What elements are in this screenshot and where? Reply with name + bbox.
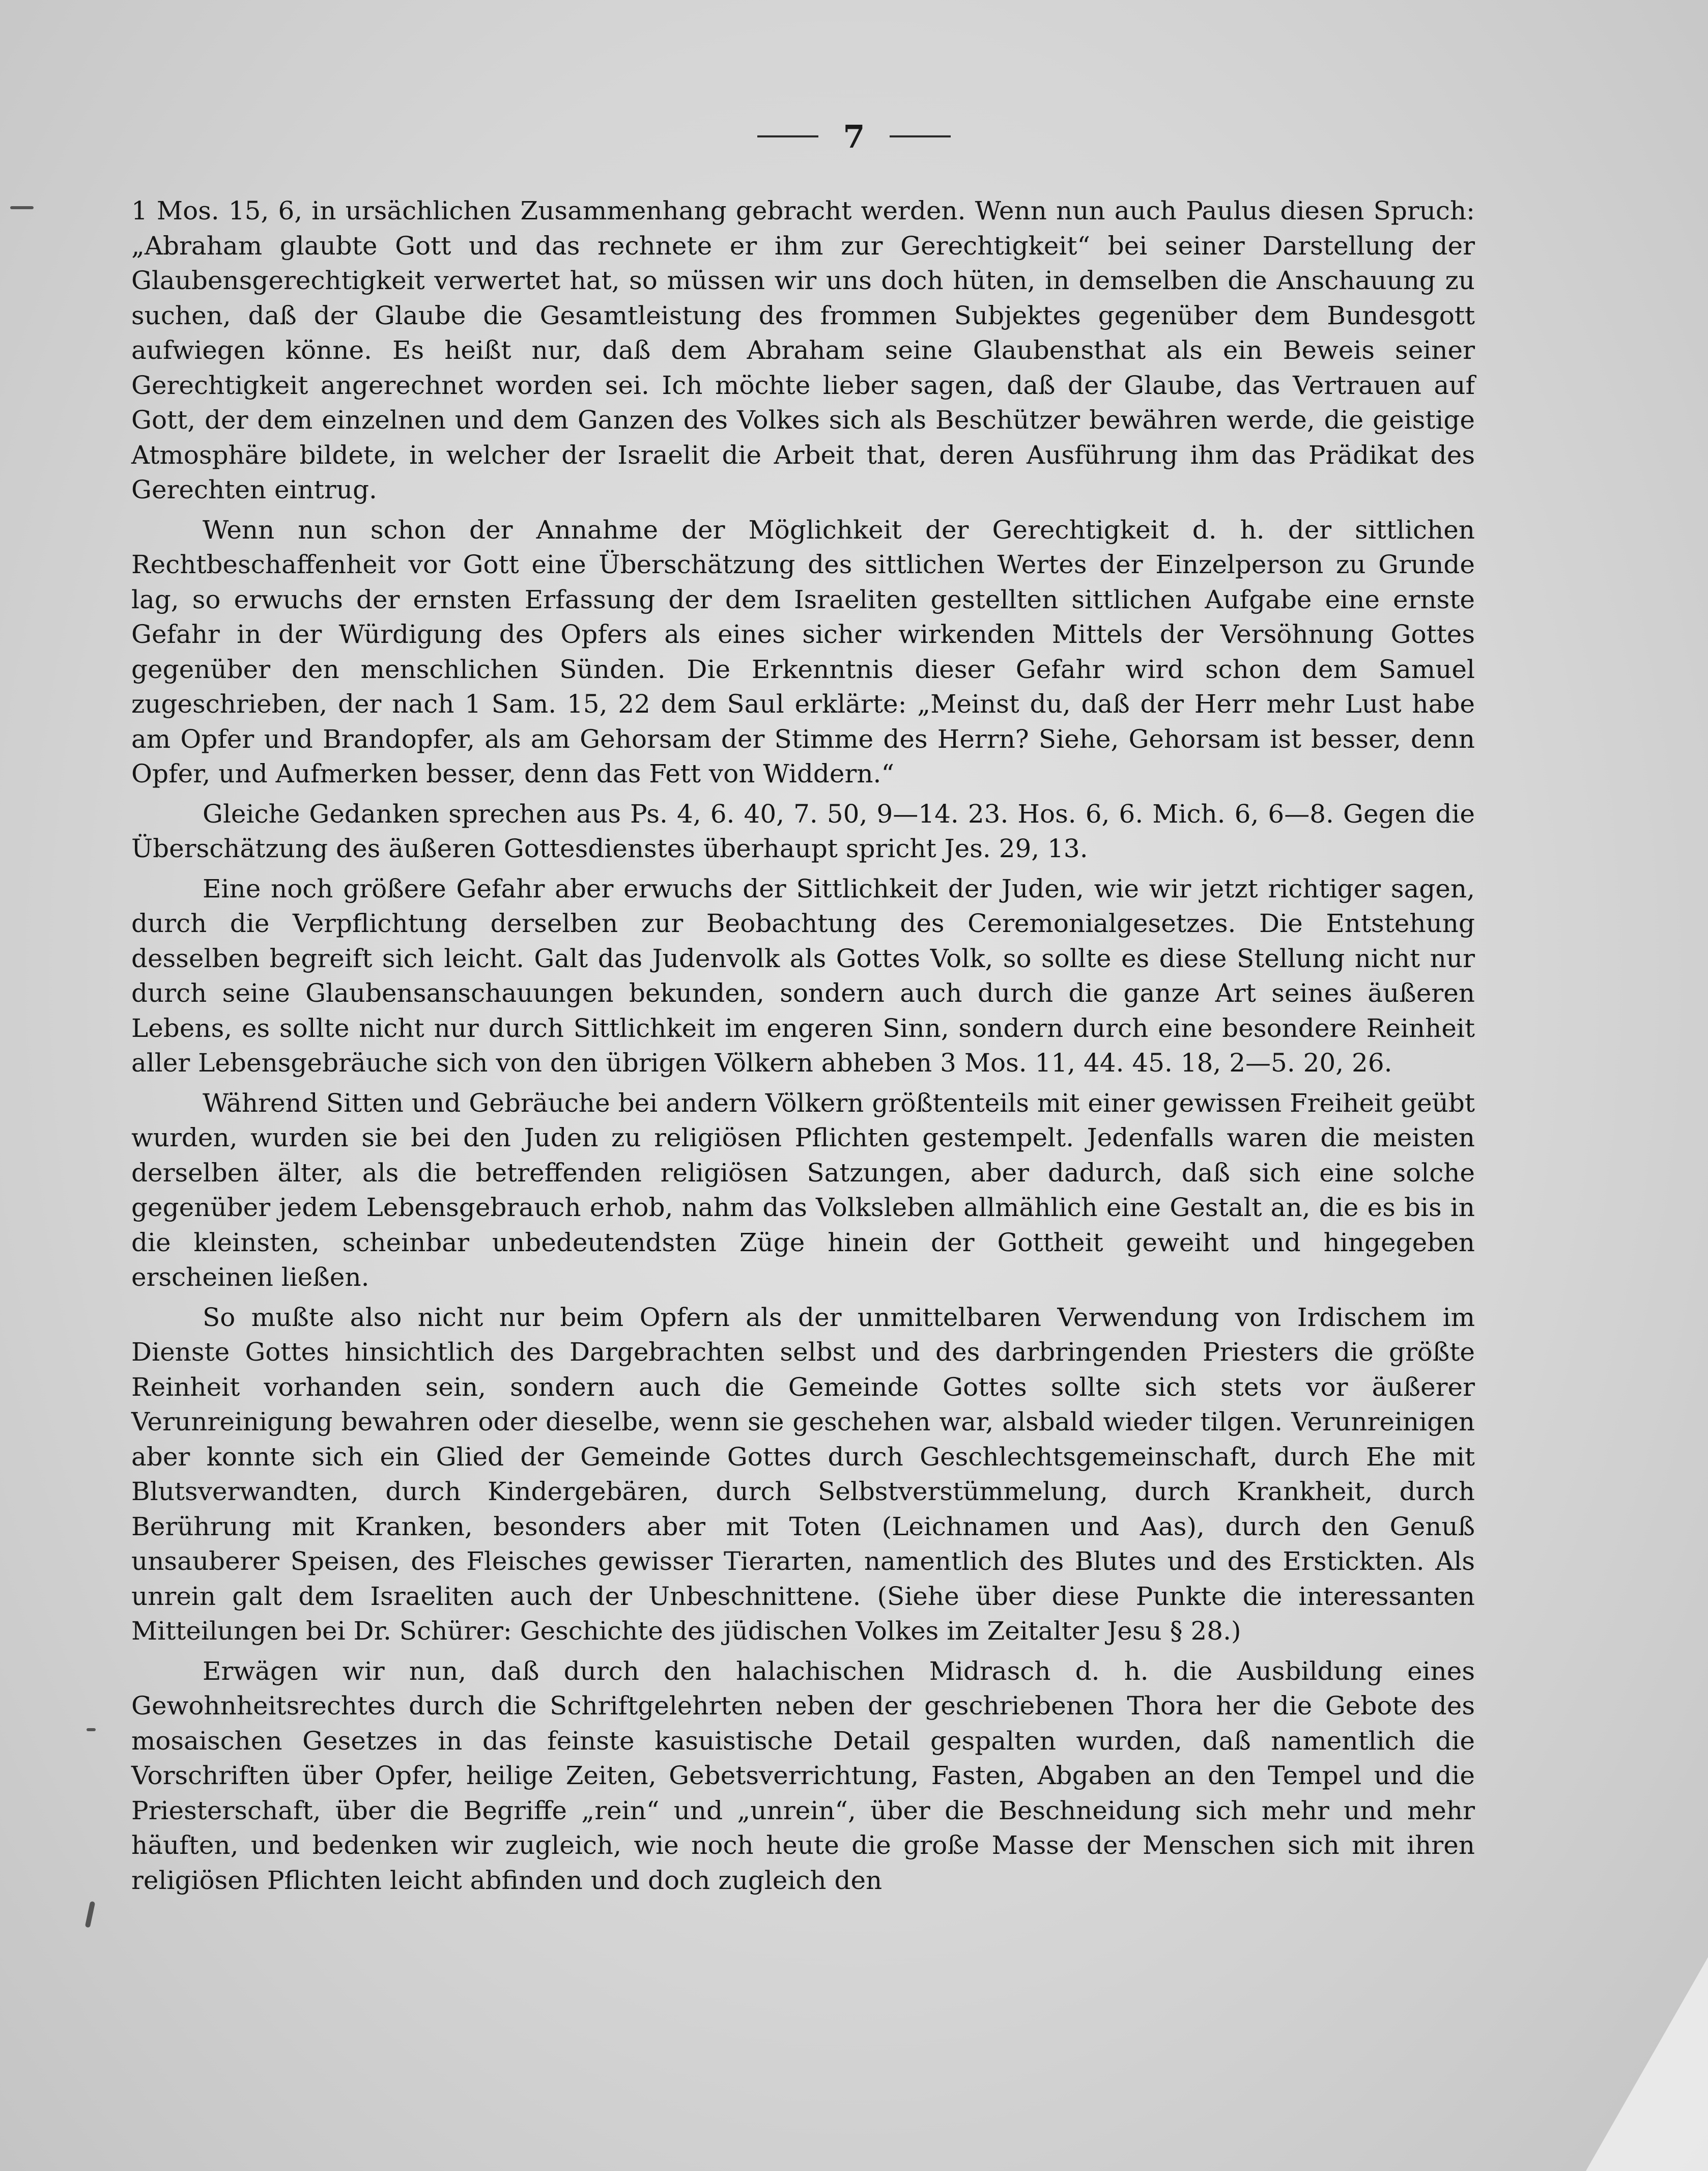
body-text <box>131 193 1475 1898</box>
paragraph-7: Erwägen wir nun, daß durch den halachischen Midrasch d. h. die Ausbildung eines Gewohnheitsrechtes durch die Schriftgelehrten neben der geschriebenen Thora her die Gebote des mosaischen Gesetzes in das feinste kasuistische Detail gespalten wurden, daß namentlich die Vorschriften über Opfer, heilige Zeiten, Gebetsverrichtung, Fasten, Abgaben an den Tempel und die Priesterschaft, über die Begriffe „rein“ und „unrein“, über die Beschneidung sich mehr und mehr häuften, und bedenken wir zugleich, wie noch heute die große Masse der Menschen sich mit ihren religiösen Pflichten leicht abfinden und doch zugleich den <box>131 1656 1475 1895</box>
margin-mark-bottom-left <box>85 1901 96 1928</box>
paragraph-2: Wenn nun schon der Annahme der Möglichkeit der Gerechtigkeit d. h. der sittlichen Rechtbeschaffenheit vor Gott eine Überschätzung des sittlichen Wertes der Einzelperson zu Grunde lag, so erwuchs der ernsten Erfassung der dem Israeliten gestellten sittlichen Aufgabe eine ernste Gefahr in der Würdigung des Opfers als eines sicher wirkenden Mittels der Versöhnung Gottes gegenüber den menschlichen Sünden. Die Erkenntnis dieser Gefahr wird schon dem Samuel zugeschrieben, der nach 1 Sam. 15, 22 dem Saul erklärte: „Meinst du, daß der Herr mehr Lust habe am Opfer und Brandopfer, als am Gehorsam der Stimme des Herrn? Siehe, Gehorsam ist besser, denn Opfer, und Aufmerken besser, denn das Fett von Widdern.“ <box>131 515 1475 788</box>
paragraph-4: Eine noch größere Gefahr aber erwuchs der Sittlichkeit der Juden, wie wir jetzt richtiger sagen, durch die Verpflichtung derselben zur Beobachtung des Ceremonialgesetzes. Die Entstehung desselben begreift sich leicht. Galt das Judenvolk als Gottes Volk, so sollte es diese Stellung nicht nur durch seine Glaubensanschauungen bekunden, sondern auch durch die ganze Art seines äußeren Lebens, es sollte nicht nur durch Sittlichkeit im engeren Sinn, sondern durch eine besondere Reinheit aller Lebensgebräuche sich von den übrigen Völkern abheben 3 Mos. 11, 44. 45. 18, 2—5. 20, 26. <box>131 873 1475 1078</box>
paragraph-5: Während Sitten und Gebräuche bei andern Völkern größtenteils mit einer gewissen Freiheit geübt wurden, wurden sie bei den Juden zu religiösen Pflichten gestempelt. Jedenfalls waren die meisten derselben älter, als die betreffenden religiösen Satzungen, aber dadurch, daß sich eine solche gegenüber jedem Lebensgebrauch erhob, nahm das Volksleben allmählich eine Gestalt an, die es bis in die kleinsten, scheinbar unbedeutendsten Züge hinein der Gottheit geweiht und hingegeben erscheinen ließen. <box>131 1088 1475 1292</box>
paragraph-3: Gleiche Gedanken sprechen aus Ps. 4, 6. 40, 7. 50, 9—14. 23. Hos. 6, 6. Mich. 6, 6—8. Gegen die Überschätzung des äußeren Gottesdienstes überhaupt spricht Jes. 29, 13. <box>131 799 1475 863</box>
page-corner-curl <box>1586 1957 1708 2171</box>
margin-mark-top-left <box>10 206 34 209</box>
header-rule-left <box>757 135 818 137</box>
paragraph-1: 1 Mos. 15, 6, in ursächlichen Zusammenhang gebracht werden. Wenn nun auch Paulus diesen Spruch: „Abraham glaubte Gott und das rechnete er ihm zur Gerechtigkeit“ bei seiner Darstellung der Glaubensgerechtigkeit verwertet hat, so müssen wir uns doch hüten, in demselben die Anschauung zu suchen, daß der Glaube die Gesamtleistung des frommen Subjektes gegenüber dem Bundesgott aufwiegen könne. Es heißt nur, daß dem Abraham seine Glaubensthat als ein Beweis seiner Gerechtigkeit angerechnet worden sei. Ich möchte lieber sagen, daß der Glaube, das Vertrauen auf Gott, der dem einzelnen und dem Ganzen des Volkes sich als Beschützer bewähren werde, die geistige Atmosphäre bildete, in welcher der Israelit die Arbeit that, deren Ausführung ihm das Prädikat des Gerechten eintrug. <box>131 196 1475 504</box>
header-rule-right <box>890 135 951 137</box>
page-header <box>0 116 1708 157</box>
page-number: 7 <box>843 118 865 155</box>
paragraph-6: So mußte also nicht nur beim Opfern als der unmittelbaren Verwendung von Irdischem im Dienste Gottes hinsichtlich des Dargebrachten selbst und des darbringenden Priesters die größte Reinheit vorhanden sein, sondern auch die Gemeinde Gottes sollte sich stets vor äußerer Verunreinigung bewahren oder dieselbe, wenn sie geschehen war, alsbald wieder tilgen. Verunreinigen aber konnte sich ein Glied der Gemeinde Gottes durch Geschlechtsgemeinschaft, durch Ehe mit Blutsverwandten, durch Kindergebären, durch Selbstverstümmelung, durch Krankheit, durch Berührung mit Kranken, besonders aber mit Toten (Leichnamen und Aas), durch den Genuß unsauberer Speisen, des Fleisches gewisser Tierarten, namentlich des Blutes und des Erstickten. Als unrein galt dem Israeliten auch der Unbeschnittene. (Siehe über diese Punkte die interessanten Mitteilungen bei Dr. Schürer: Geschichte des jüdischen Volkes im Zeitalter Jesu § 28.) <box>131 1302 1475 1646</box>
margin-mark-left <box>87 1728 96 1731</box>
